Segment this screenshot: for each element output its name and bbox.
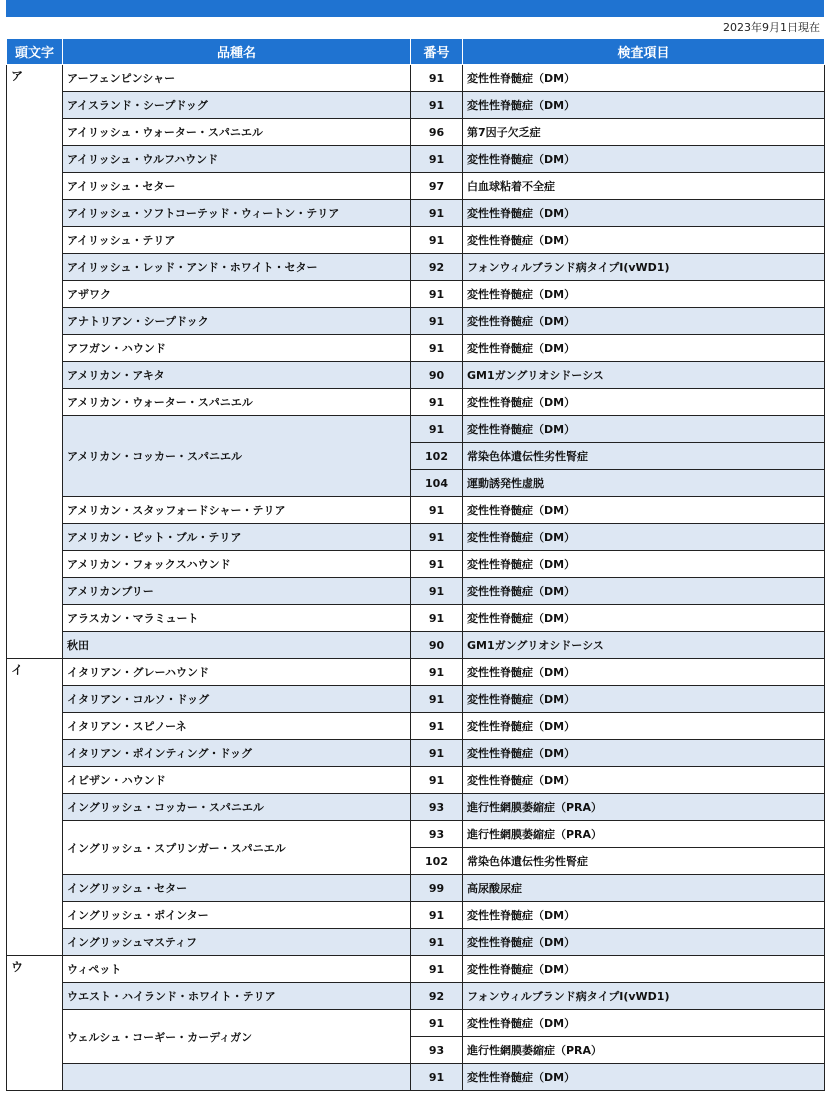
breed-name-cell: アメリカンブリー: [63, 578, 411, 605]
test-number-cell: 93: [411, 1037, 463, 1064]
breed-name-cell: イタリアン・ポインティング・ドッグ: [63, 740, 411, 767]
test-number-cell: 91: [411, 902, 463, 929]
test-item-cell: 変性性脊髄症（DM）: [463, 389, 825, 416]
table-row: [7, 659, 825, 686]
breed-name-cell: アフガン・ハウンド: [63, 335, 411, 362]
test-number-cell: 91: [411, 146, 463, 173]
table-row: [7, 92, 825, 119]
test-item-cell: 常染色体遺伝性劣性腎症: [463, 443, 825, 470]
header-number: 番号: [411, 39, 463, 65]
test-item-cell: 変性性脊髄症（DM）: [463, 335, 825, 362]
test-item-cell: 変性性脊髄症（DM）: [463, 956, 825, 983]
table-row: [7, 902, 825, 929]
test-number-cell: 97: [411, 173, 463, 200]
table-row: [7, 119, 825, 146]
test-item-cell: 変性性脊髄症（DM）: [463, 92, 825, 119]
test-item-cell: フォンウィルブランド病タイプⅠ(vWD1): [463, 983, 825, 1010]
breed-name-cell: アイリッシュ・テリア: [63, 227, 411, 254]
test-item-cell: 変性性脊髄症（DM）: [463, 902, 825, 929]
test-item-cell: 変性性脊髄症（DM）: [463, 65, 825, 92]
test-item-cell: 変性性脊髄症（DM）: [463, 308, 825, 335]
table-row: [7, 632, 825, 659]
table-row: [7, 416, 825, 443]
breed-name-cell: ウィペット: [63, 956, 411, 983]
table-row: [7, 713, 825, 740]
breed-name-cell: アナトリアン・シープドック: [63, 308, 411, 335]
table-row: [7, 281, 825, 308]
breed-name-cell: アイスランド・シープドッグ: [63, 92, 411, 119]
test-item-cell: 変性性脊髄症（DM）: [463, 416, 825, 443]
test-item-cell: 変性性脊髄症（DM）: [463, 200, 825, 227]
header-bar: [6, 0, 824, 17]
table-row: [7, 227, 825, 254]
header-initial: 頭文字: [7, 39, 63, 65]
breed-name-cell: アイリッシュ・ソフトコーテッド・ウィートン・テリア: [63, 200, 411, 227]
test-number-cell: 91: [411, 767, 463, 794]
date-label: 2023年9月1日現在: [723, 21, 820, 34]
table-row: [7, 875, 825, 902]
table-row: [7, 497, 825, 524]
test-number-cell: 104: [411, 470, 463, 497]
initial-cell: ア: [7, 65, 63, 659]
test-number-cell: 102: [411, 443, 463, 470]
breed-name-cell: ウェルシュ・コーギー・カーディガン: [63, 1010, 411, 1064]
table-row: [7, 740, 825, 767]
breed-name-cell: イタリアン・コルソ・ドッグ: [63, 686, 411, 713]
test-number-cell: 91: [411, 200, 463, 227]
test-number-cell: 91: [411, 578, 463, 605]
test-number-cell: 91: [411, 605, 463, 632]
test-item-cell: 変性性脊髄症（DM）: [463, 1064, 825, 1091]
breed-name-cell: アザワク: [63, 281, 411, 308]
test-number-cell: 90: [411, 632, 463, 659]
test-number-cell: 92: [411, 254, 463, 281]
table-row: [7, 794, 825, 821]
breed-name-cell: アメリカン・アキタ: [63, 362, 411, 389]
table-row: [7, 254, 825, 281]
test-number-cell: 91: [411, 659, 463, 686]
breed-name-cell: アイリッシュ・ウォーター・スパニエル: [63, 119, 411, 146]
table-row: [7, 173, 825, 200]
breed-name-cell: アメリカン・スタッフォードシャー・テリア: [63, 497, 411, 524]
breed-name-cell: イタリアン・スピノーネ: [63, 713, 411, 740]
table-row: [7, 821, 825, 848]
table-row: [7, 200, 825, 227]
table-row: [7, 578, 825, 605]
breed-name-cell: イングリッシュ・セター: [63, 875, 411, 902]
test-number-cell: 96: [411, 119, 463, 146]
test-item-cell: 変性性脊髄症（DM）: [463, 551, 825, 578]
test-number-cell: 99: [411, 875, 463, 902]
breed-test-table: [6, 38, 825, 1091]
test-number-cell: 91: [411, 740, 463, 767]
table-row: [7, 686, 825, 713]
test-item-cell: 変性性脊髄症（DM）: [463, 605, 825, 632]
breed-name-cell: アーフェンピンシャー: [63, 65, 411, 92]
breed-name-cell: アメリカン・コッカー・スパニエル: [63, 416, 411, 497]
table-row: [7, 524, 825, 551]
table-row: [7, 1064, 825, 1091]
test-number-cell: 92: [411, 983, 463, 1010]
test-number-cell: 91: [411, 713, 463, 740]
test-item-cell: 変性性脊髄症（DM）: [463, 497, 825, 524]
test-item-cell: フォンウィルブランド病タイプⅠ(vWD1): [463, 254, 825, 281]
breed-name-cell: イタリアン・グレーハウンド: [63, 659, 411, 686]
test-number-cell: 102: [411, 848, 463, 875]
test-item-cell: 変性性脊髄症（DM）: [463, 281, 825, 308]
breed-name-cell: アイリッシュ・ウルフハウンド: [63, 146, 411, 173]
breed-name-cell: イングリッシュマスティフ: [63, 929, 411, 956]
table-row: [7, 983, 825, 1010]
test-item-cell: 進行性網膜萎縮症（PRA）: [463, 794, 825, 821]
breed-name-cell: 秋田: [63, 632, 411, 659]
initial-cell: イ: [7, 659, 63, 956]
test-item-cell: 変性性脊髄症（DM）: [463, 767, 825, 794]
breed-name-cell: ウエスト・ハイランド・ホワイト・テリア: [63, 983, 411, 1010]
table-header-row: [7, 39, 825, 65]
test-item-cell: GM1ガングリオシドーシス: [463, 362, 825, 389]
table-row: [7, 65, 825, 92]
breed-name-cell: イングリッシュ・ポインター: [63, 902, 411, 929]
breed-name-cell: アメリカン・ピット・ブル・テリア: [63, 524, 411, 551]
table-row: [7, 1010, 825, 1037]
header-test: 検査項目: [463, 39, 825, 65]
test-number-cell: 91: [411, 335, 463, 362]
test-item-cell: 進行性網膜萎縮症（PRA）: [463, 1037, 825, 1064]
table-row: [7, 767, 825, 794]
test-item-cell: 変性性脊髄症（DM）: [463, 686, 825, 713]
header-breed: 品種名: [63, 39, 411, 65]
test-number-cell: 91: [411, 551, 463, 578]
breed-name-cell: イビザン・ハウンド: [63, 767, 411, 794]
test-number-cell: 91: [411, 308, 463, 335]
table-row: [7, 146, 825, 173]
test-number-cell: 91: [411, 389, 463, 416]
table-row: [7, 929, 825, 956]
breed-name-cell: アメリカン・ウォーター・スパニエル: [63, 389, 411, 416]
initial-cell: ウ: [7, 956, 63, 1091]
table-body: [7, 65, 825, 1091]
test-number-cell: 91: [411, 227, 463, 254]
test-number-cell: 91: [411, 1064, 463, 1091]
table-row: [7, 335, 825, 362]
test-item-cell: 第7因子欠乏症: [463, 119, 825, 146]
test-item-cell: GM1ガングリオシドーシス: [463, 632, 825, 659]
test-item-cell: 変性性脊髄症（DM）: [463, 524, 825, 551]
test-number-cell: 91: [411, 416, 463, 443]
table-row: [7, 551, 825, 578]
test-item-cell: 変性性脊髄症（DM）: [463, 227, 825, 254]
test-item-cell: 変性性脊髄症（DM）: [463, 929, 825, 956]
test-item-cell: 白血球粘着不全症: [463, 173, 825, 200]
breed-name-cell: イングリッシュ・スプリンガー・スパニエル: [63, 821, 411, 875]
test-item-cell: 変性性脊髄症（DM）: [463, 146, 825, 173]
breed-name-cell: アメリカン・フォックスハウンド: [63, 551, 411, 578]
test-item-cell: 高尿酸尿症: [463, 875, 825, 902]
test-number-cell: 91: [411, 956, 463, 983]
test-item-cell: 進行性網膜萎縮症（PRA）: [463, 821, 825, 848]
table-row: [7, 605, 825, 632]
test-number-cell: 91: [411, 65, 463, 92]
test-number-cell: 90: [411, 362, 463, 389]
breed-name-cell: アラスカン・マラミュート: [63, 605, 411, 632]
breed-name-cell: アイリッシュ・セター: [63, 173, 411, 200]
test-item-cell: 変性性脊髄症（DM）: [463, 1010, 825, 1037]
breed-name-cell: [63, 1064, 411, 1091]
test-item-cell: 変性性脊髄症（DM）: [463, 740, 825, 767]
test-item-cell: 変性性脊髄症（DM）: [463, 713, 825, 740]
test-number-cell: 91: [411, 1010, 463, 1037]
test-number-cell: 91: [411, 524, 463, 551]
breed-name-cell: イングリッシュ・コッカー・スパニエル: [63, 794, 411, 821]
table-row: [7, 389, 825, 416]
test-item-cell: 運動誘発性虚脱: [463, 470, 825, 497]
test-item-cell: 変性性脊髄症（DM）: [463, 578, 825, 605]
breed-name-cell: アイリッシュ・レッド・アンド・ホワイト・セター: [63, 254, 411, 281]
test-number-cell: 91: [411, 281, 463, 308]
test-number-cell: 91: [411, 497, 463, 524]
test-number-cell: 93: [411, 794, 463, 821]
test-number-cell: 93: [411, 821, 463, 848]
table-row: [7, 956, 825, 983]
test-item-cell: 常染色体遺伝性劣性腎症: [463, 848, 825, 875]
test-number-cell: 91: [411, 92, 463, 119]
test-number-cell: 91: [411, 929, 463, 956]
test-item-cell: 変性性脊髄症（DM）: [463, 659, 825, 686]
table-row: [7, 362, 825, 389]
test-number-cell: 91: [411, 686, 463, 713]
table-row: [7, 308, 825, 335]
